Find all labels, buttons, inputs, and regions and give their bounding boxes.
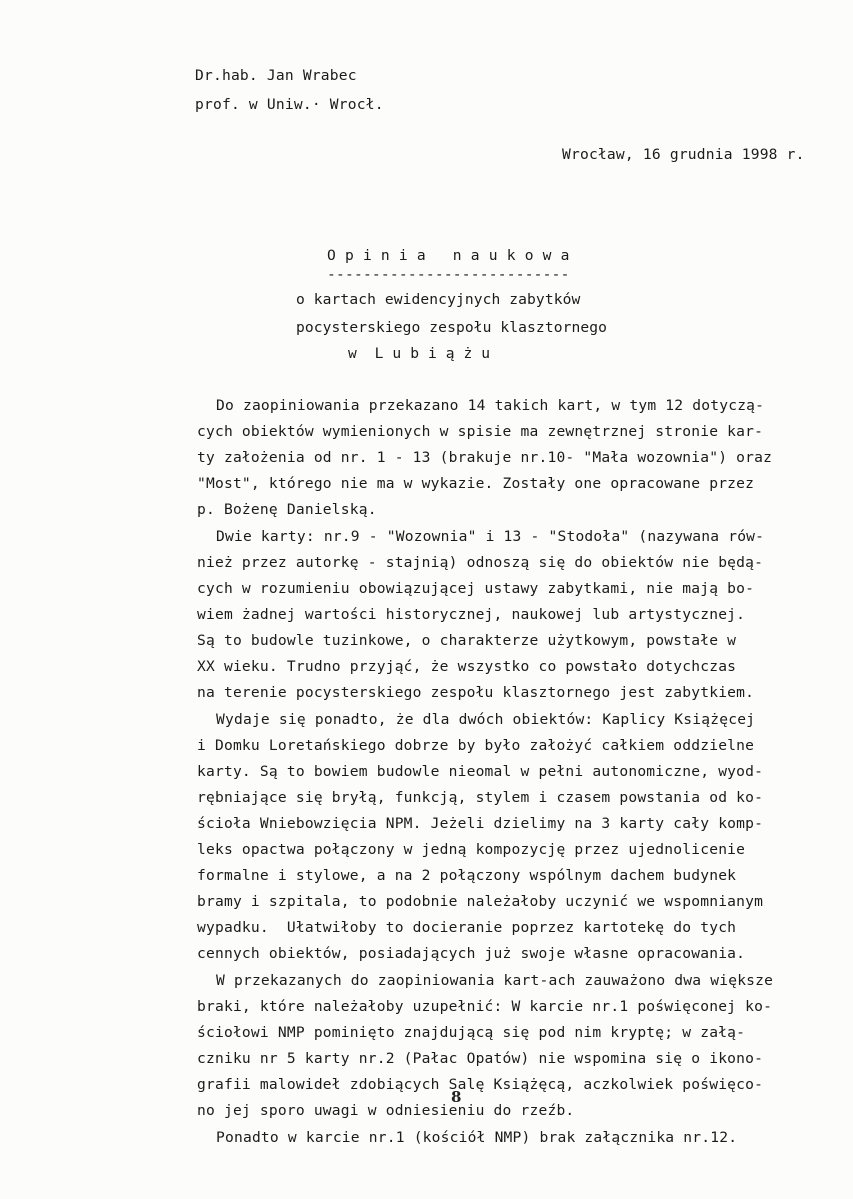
paragraph-3-line: formalne i stylowe, a na 2 połączony wspólnym dachem budynek	[197, 867, 737, 884]
paragraph-3-line: rębniające się bryłą, funkcją, stylem i czasem powstania od ko-	[197, 789, 764, 806]
subtitle-line-3: w L u b i ą ż u	[348, 345, 491, 362]
paragraph-2-line: wiem żadnej wartości historycznej, naukowej lub artystycznej.	[197, 606, 746, 623]
paragraph-3-line: cennych obiektów, posiadających już swoje własne opracowania.	[197, 945, 746, 962]
paragraph-4-line: grafii malowideł zdobiących Salę Książęcą, aczkolwiek poświęco-	[197, 1076, 764, 1093]
author-title: prof. w Uniw.· Wrocł.	[195, 96, 384, 113]
paragraph-3-line: leks opactwa połączony w jedną kompozycję przez ujednolicenie	[197, 841, 746, 858]
paragraph-4-line: braki, które należałoby uzupełnić: W karcie nr.1 poświęconej ko-	[197, 998, 773, 1015]
paragraph-3-line: karty. Są to bowiem budowle nieomal w pełni autonomiczne, wyod-	[197, 763, 764, 780]
paragraph-5-line: Ponadto w karcie nr.1 (kościół NMP) brak załącznika nr.12.	[216, 1129, 738, 1146]
paragraph-3-line: Wydaje się ponadto, że dla dwóch obiektów: Kaplicy Książęcej	[216, 711, 756, 728]
paragraph-1-line: "Most", którego nie ma w wykazie. Zostały one opracowane przez	[197, 475, 755, 492]
paragraph-2-line: cych w rozumieniu obowiązującej ustawy zabytkami, nie mają bo-	[197, 580, 755, 597]
paragraph-2-line: Są to budowle tuzinkowe, o charakterze użytkowym, powstałe w	[197, 632, 737, 649]
paragraph-1-line: p. Bożenę Danielską.	[197, 501, 377, 518]
paragraph-4-line: no jej sporo uwagi w odniesieniu do rzeźb.	[197, 1102, 575, 1119]
subtitle-line-1: o kartach ewidencyjnych zabytków	[296, 291, 581, 308]
date-line: Wrocław, 16 grudnia 1998 r.	[562, 146, 805, 163]
handwritten-page-mark: 8	[451, 1088, 462, 1106]
paragraph-1-line: ty założenia od nr. 1 - 13 (brakuje nr.10- "Mała wozownia") oraz	[197, 449, 773, 466]
paragraph-3-line: ścioła Wniebowzięcia NPM. Jeżeli dzielimy na 3 karty cały komp-	[197, 815, 764, 832]
paragraph-3-line: wypadku. Ułatwiłoby to docieranie poprzez kartotekę do tych	[197, 919, 737, 936]
document-title: O p i n i a n a u k o w a	[327, 247, 570, 264]
paragraph-3-line: i Domku Loretańskiego dobrze by było założyć całkiem oddzielne	[197, 737, 755, 754]
subtitle-line-2: pocysterskiego zespołu klasztornego	[296, 319, 608, 336]
paragraph-1-line: Do zaopiniowania przekazano 14 takich kart, w tym 12 dotyczą-	[216, 397, 765, 414]
paragraph-1-line: cych obiektów wymienionych w spisie ma zewnętrznej stronie kar-	[197, 423, 764, 440]
author-name: Dr.hab. Jan Wrabec	[195, 67, 357, 84]
paragraph-4-line: W przekazanych do zaopiniowania kart-ach zauważono dwa większe	[216, 972, 774, 989]
paragraph-4-line: ściołowi NMP pominięto znajdującą się pod nim kryptę; w załą-	[197, 1024, 746, 1041]
paragraph-4-line: czniku nr 5 karty nr.2 (Pałac Opatów) nie wspomina się o ikono-	[197, 1050, 764, 1067]
title-underline: ---------------------------	[327, 266, 570, 283]
paragraph-2-line: na terenie pocysterskiego zespołu klasztornego jest zabytkiem.	[197, 684, 755, 701]
paragraph-2-line: XX wieku. Trudno przyjąć, że wszystko co powstało dotychczas	[197, 658, 737, 675]
paragraph-3-line: bramy i szpitala, to podobnie należałoby uczynić we wspomnianym	[197, 893, 764, 910]
paragraph-2-line: nież przez autorkę - stajnią) odnoszą się do obiektów nie będą-	[197, 554, 764, 571]
paragraph-2-line: Dwie karty: nr.9 - "Wozownia" i 13 - "Stodoła" (nazywana rów-	[216, 528, 765, 545]
